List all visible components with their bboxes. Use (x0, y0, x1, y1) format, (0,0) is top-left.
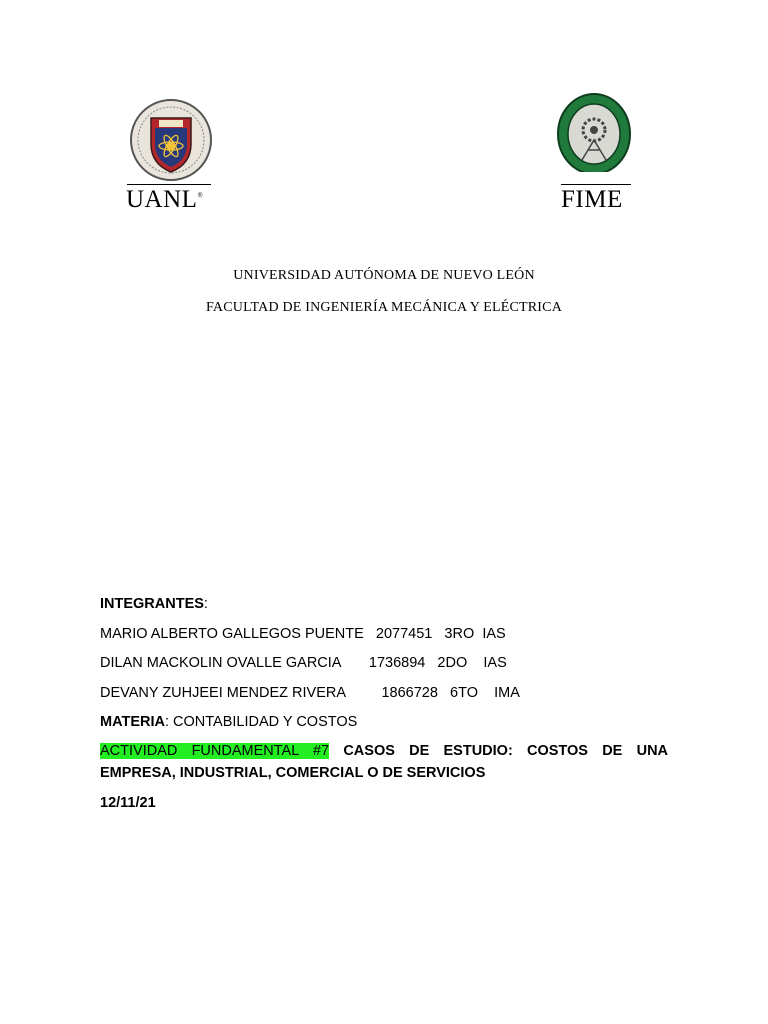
members-label: INTEGRANTES: (100, 596, 208, 612)
member-row: DILAN MACKOLIN OVALLE GARCIA 1736894 2DO IAS (100, 655, 507, 671)
fime-wordmark: FIME (561, 186, 623, 213)
subject-line: MATERIA: CONTABILIDAD Y COSTOS (100, 714, 358, 730)
activity-highlight: ACTIVIDAD FUNDAMENTAL #7 (100, 743, 330, 759)
activity-title-line2: EMPRESA, INDUSTRIAL, COMERCIAL O DE SERVICIOS (100, 765, 486, 781)
fime-rule (561, 184, 631, 185)
fime-seal-icon (556, 92, 636, 172)
activity-title-line1: ACTIVIDAD FUNDAMENTAL #7 CASOS DE ESTUDIO: COSTOS DE UNA (100, 743, 669, 759)
faculty-title: FACULTAD DE INGENIERÍA MECÁNICA Y ELÉCTRICA (205, 300, 563, 315)
university-title: UNIVERSIDAD AUTÓNOMA DE NUEVO LEÓN (233, 268, 535, 283)
member-row: DEVANY ZUHJEEI MENDEZ RIVERA 1866728 6TO IMA (100, 685, 520, 701)
uanl-rule (127, 184, 211, 185)
uanl-wordmark: UANL® (126, 186, 204, 213)
member-row: MARIO ALBERTO GALLEGOS PUENTE 2077451 3RO IAS (100, 626, 506, 642)
date: 12/11/21 (100, 795, 156, 811)
